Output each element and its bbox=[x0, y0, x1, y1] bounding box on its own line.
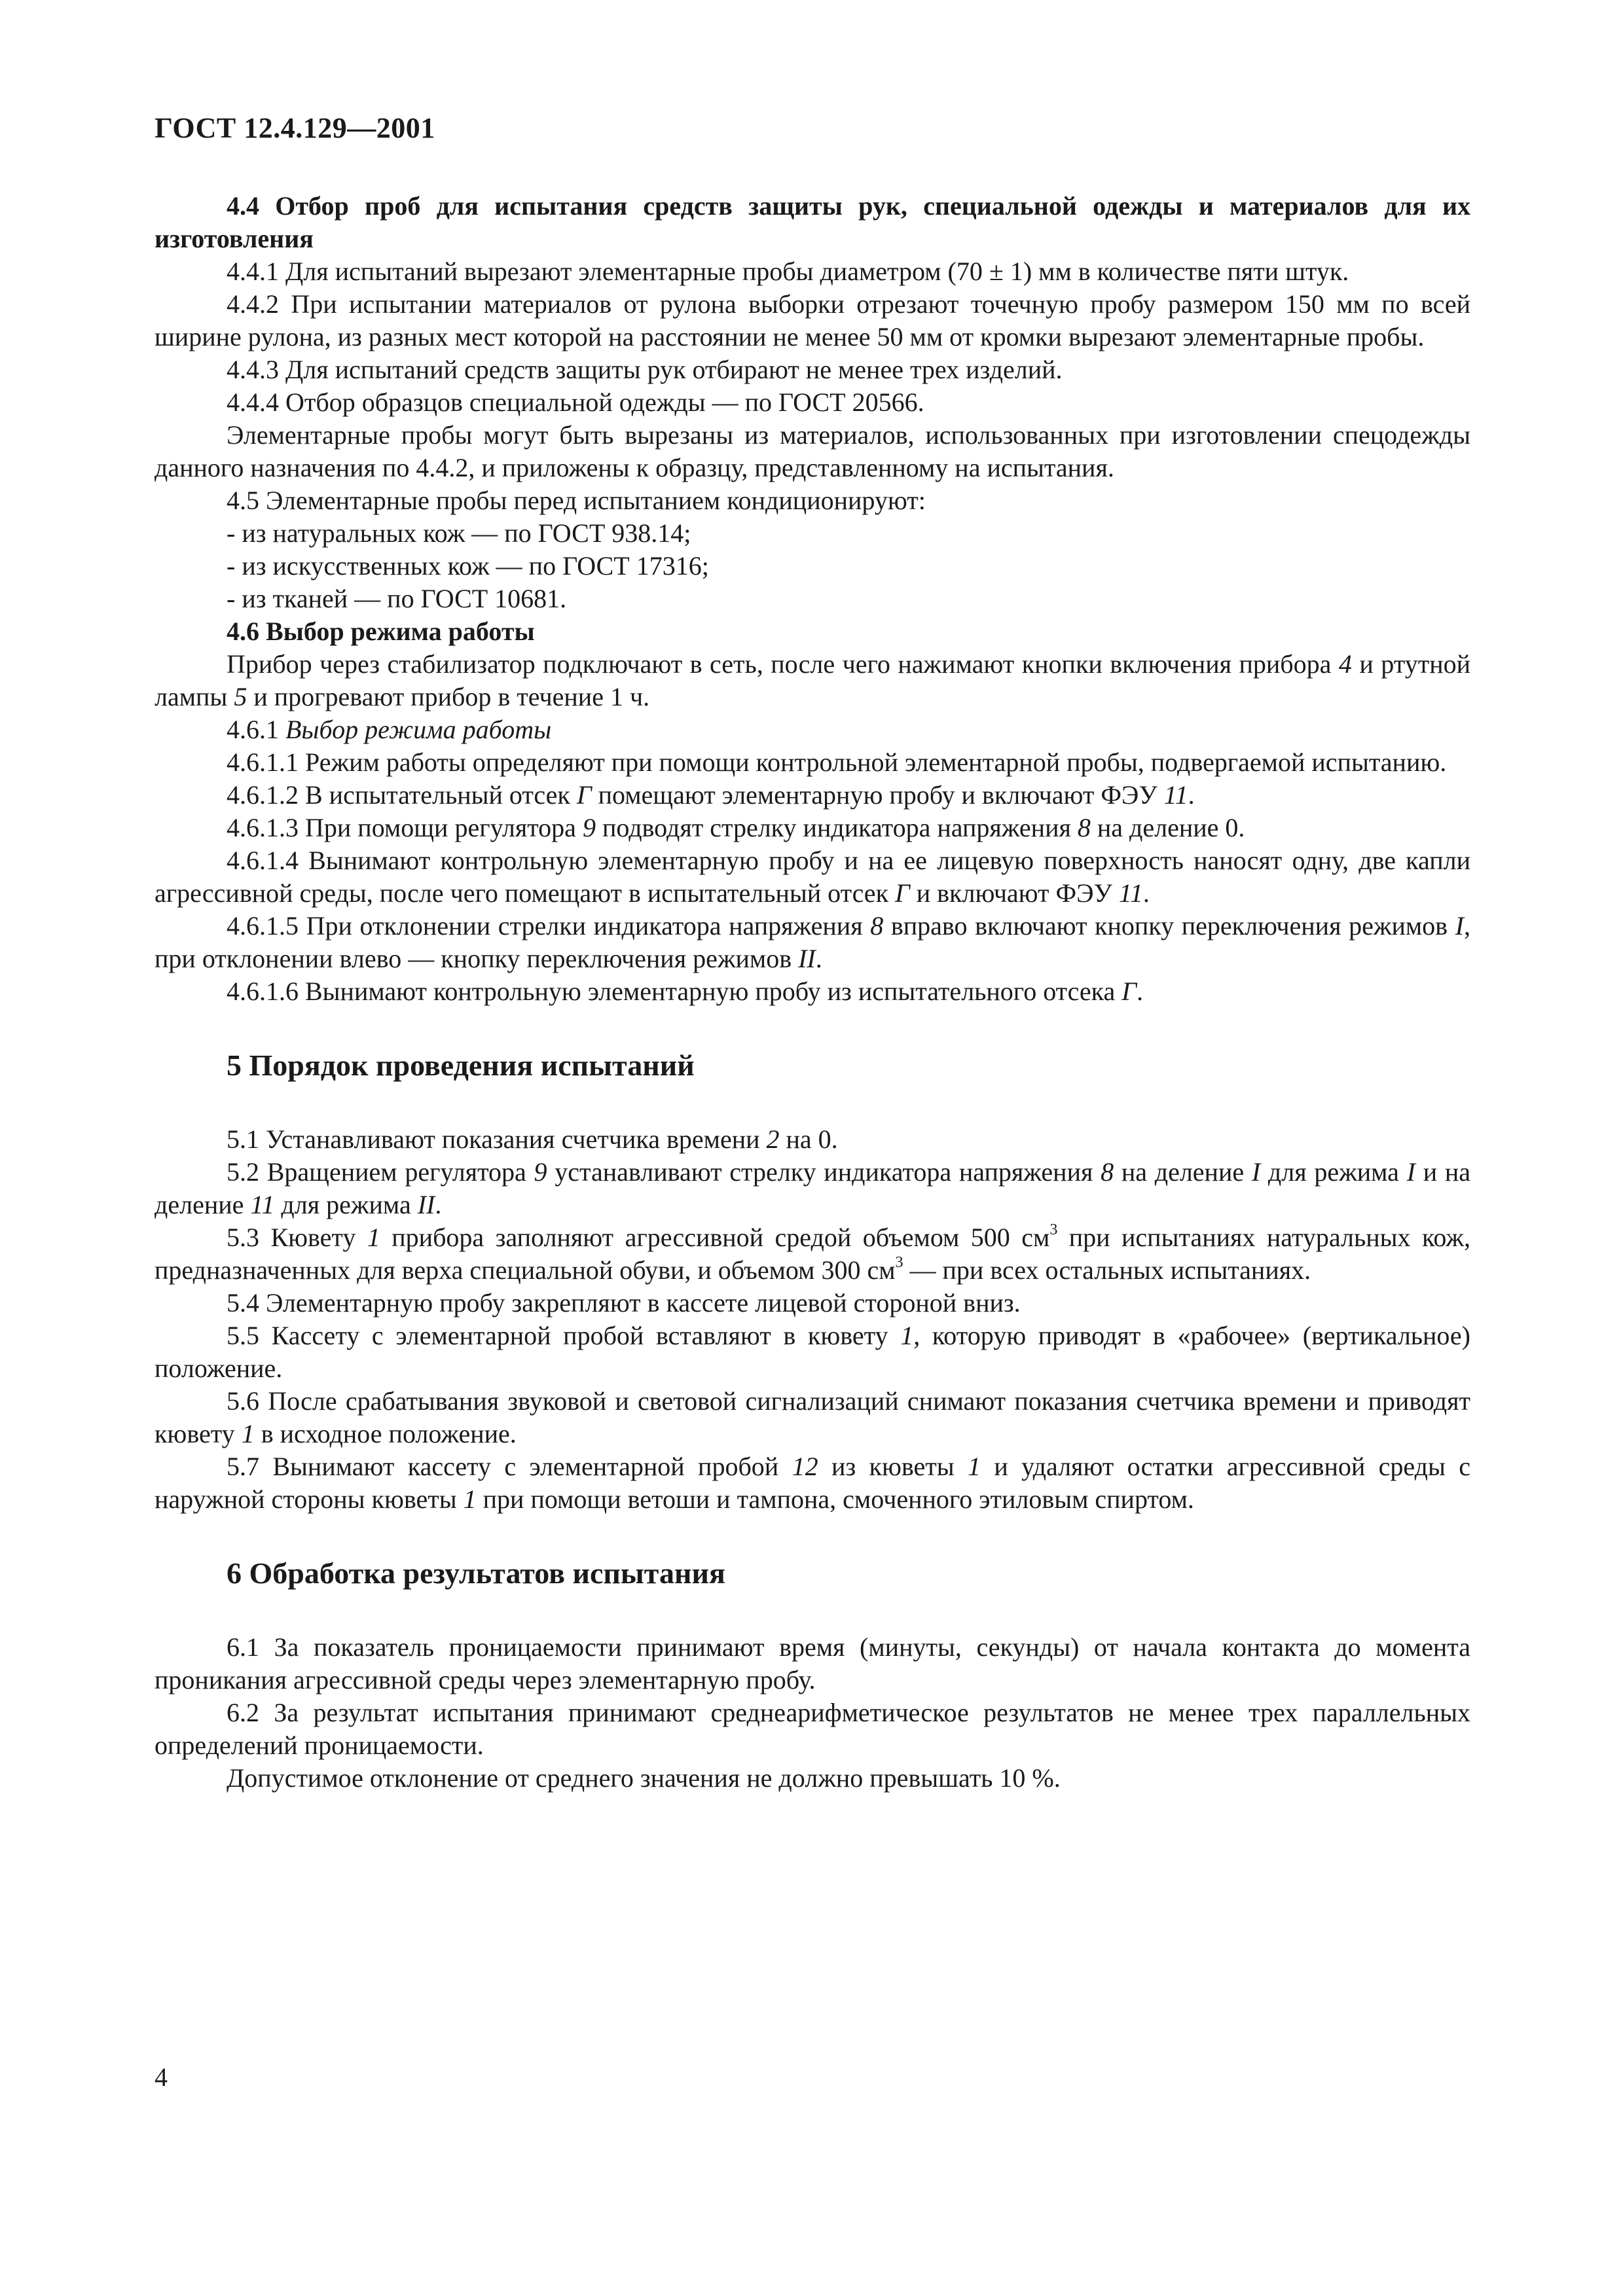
paragraph-4-6-1-6: 4.6.1.6 Вынимают контрольную элементарную пробу из испытательного отсека Г. bbox=[227, 977, 1143, 1006]
paragraph-6-1: 6.1 За показатель проницаемости принимают время (минуты, секунды) от начала контакта до момента проникания агрессивной среды через элементарную пробу. bbox=[155, 1632, 1470, 1695]
paragraph-5-3: 5.3 Кювету 1 прибора заполняют агрессивной средой объемом 500 $см^3$ при испытаниях натуральных кож, предназначенных для верха специальной обуви, и объемом 300 $см^3$ — при всех остальных испытаниях. bbox=[155, 1221, 1470, 1285]
section-5-heading: 5 Порядок проведения испытаний bbox=[227, 1049, 695, 1082]
section-4-6-heading: 4.6 Выбор режима работы bbox=[227, 617, 535, 646]
paragraph-6-2: 6.2 За результат испытания принимают среднеарифметическое результатов не менее трех параллельных определений проницаемости. bbox=[155, 1698, 1470, 1760]
paragraph-5-7: 5.7 Вынимают кассету с элементарной пробой 12 из кюветы 1 и удаляют остатки агрессивной среды с наружной стороны кюветы 1 при помощи ветоши и тампона, смоченного этиловым спиртом. bbox=[155, 1452, 1471, 1514]
list-item-natural-leather: - из натуральных кож — по ГОСТ 938.14; bbox=[227, 518, 691, 548]
paragraph-samples-note: Элементарные пробы могут быть вырезаны из материалов, использованных при изготовлении спецодежды данного назначения по 4.4.2, и приложены к образцу, представленному на испытания. bbox=[155, 420, 1470, 482]
paragraph-4-6-1-3: 4.6.1.3 При помощи регулятора 9 подводят стрелку индикатора напряжения 8 на деление 0. bbox=[227, 813, 1245, 842]
paragraph-4-4-1: 4.4.1 Для испытаний вырезают элементарные пробы диаметром (70 ± 1) мм в количестве пяти штук. bbox=[227, 257, 1349, 286]
document-header: ГОСТ 12.4.129—2001 bbox=[155, 112, 435, 144]
paragraph-5-1: 5.1 Устанавливают показания счетчика времени 2 на 0. bbox=[227, 1124, 838, 1154]
page-number: 4 bbox=[155, 2062, 168, 2092]
paragraph-5-4: 5.4 Элементарную пробу закрепляют в кассете лицевой стороной вниз. bbox=[227, 1288, 1021, 1318]
paragraph-4-6-1-5: 4.6.1.5 При отклонении стрелки индикатора напряжения 8 вправо включают кнопку переключения режимов I, при отклонении влево — кнопку переключения режимов II. bbox=[155, 911, 1470, 973]
paragraph-4-4-2: 4.4.2 При испытании материалов от рулона выборки отрезают точечную пробу размером 150 мм по всей ширине рулона, из разных мест которой на расстоянии не менее 50 мм от кромки вырезают элементарные пробы. bbox=[155, 289, 1470, 351]
paragraph-4-6-intro: Прибор через стабилизатор подключают в сеть, после чего нажимают кнопки включения прибора 4 и ртутной лампы 5 и прогревают прибор в течение 1 ч. bbox=[155, 649, 1471, 711]
paragraph-4-4-3: 4.4.3 Для испытаний средств защиты рук отбирают не менее трех изделий. bbox=[227, 355, 1063, 384]
paragraph-5-5: 5.5 Кассету с элементарной пробой вставляют в кювету 1, которую приводят в «рабочее» (вертикальное) положение. bbox=[155, 1321, 1470, 1383]
paragraph-4-6-1-2: 4.6.1.2 В испытательный отсек Г помещают элементарную пробу и включают ФЭУ 11. bbox=[227, 780, 1195, 810]
section-4-4-heading: 4.4 Отбор проб для испытания средств защиты рук, специальной одежды и материалов для их изготовления bbox=[155, 191, 1470, 253]
paragraph-5-2: 5.2 Вращением регулятора 9 устанавливают стрелку индикатора напряжения 8 на деление I для режима I и на деление 11 для режима II. bbox=[155, 1157, 1471, 1219]
list-item-artificial-leather: - из искусственных кож — по ГОСТ 17316; bbox=[227, 551, 709, 581]
paragraph-4-6-1: 4.6.1 Выбор режима работы bbox=[227, 715, 552, 744]
paragraph-4-4-4: 4.4.4 Отбор образцов специальной одежды — по ГОСТ 20566. bbox=[227, 387, 924, 417]
paragraph-4-6-1-4: 4.6.1.4 Вынимают контрольную элементарную пробу и на ее лицевую поверхность наносят одну, две капли агрессивной среды, после чего помещают в испытательный отсек Г и включают ФЭУ 11. bbox=[155, 846, 1470, 908]
paragraph-4-5: 4.5 Элементарные пробы перед испытанием кондиционируют: bbox=[227, 486, 926, 515]
document-body bbox=[155, 190, 1470, 1795]
paragraph-6-tolerance: Допустимое отклонение от среднего значения не должно превышать 10 %. bbox=[227, 1763, 1061, 1793]
list-item-fabrics: - из тканей — по ГОСТ 10681. bbox=[227, 584, 567, 613]
paragraph-4-6-1-1: 4.6.1.1 Режим работы определяют при помощи контрольной элементарной пробы, подвергаемой испытанию. bbox=[227, 747, 1447, 777]
paragraph-5-6: 5.6 После срабатывания звуковой и световой сигнализаций снимают показания счетчика времени и приводят кювету 1 в исходное положение. bbox=[155, 1386, 1470, 1448]
section-6-heading: 6 Обработка результатов испытания bbox=[227, 1556, 725, 1590]
